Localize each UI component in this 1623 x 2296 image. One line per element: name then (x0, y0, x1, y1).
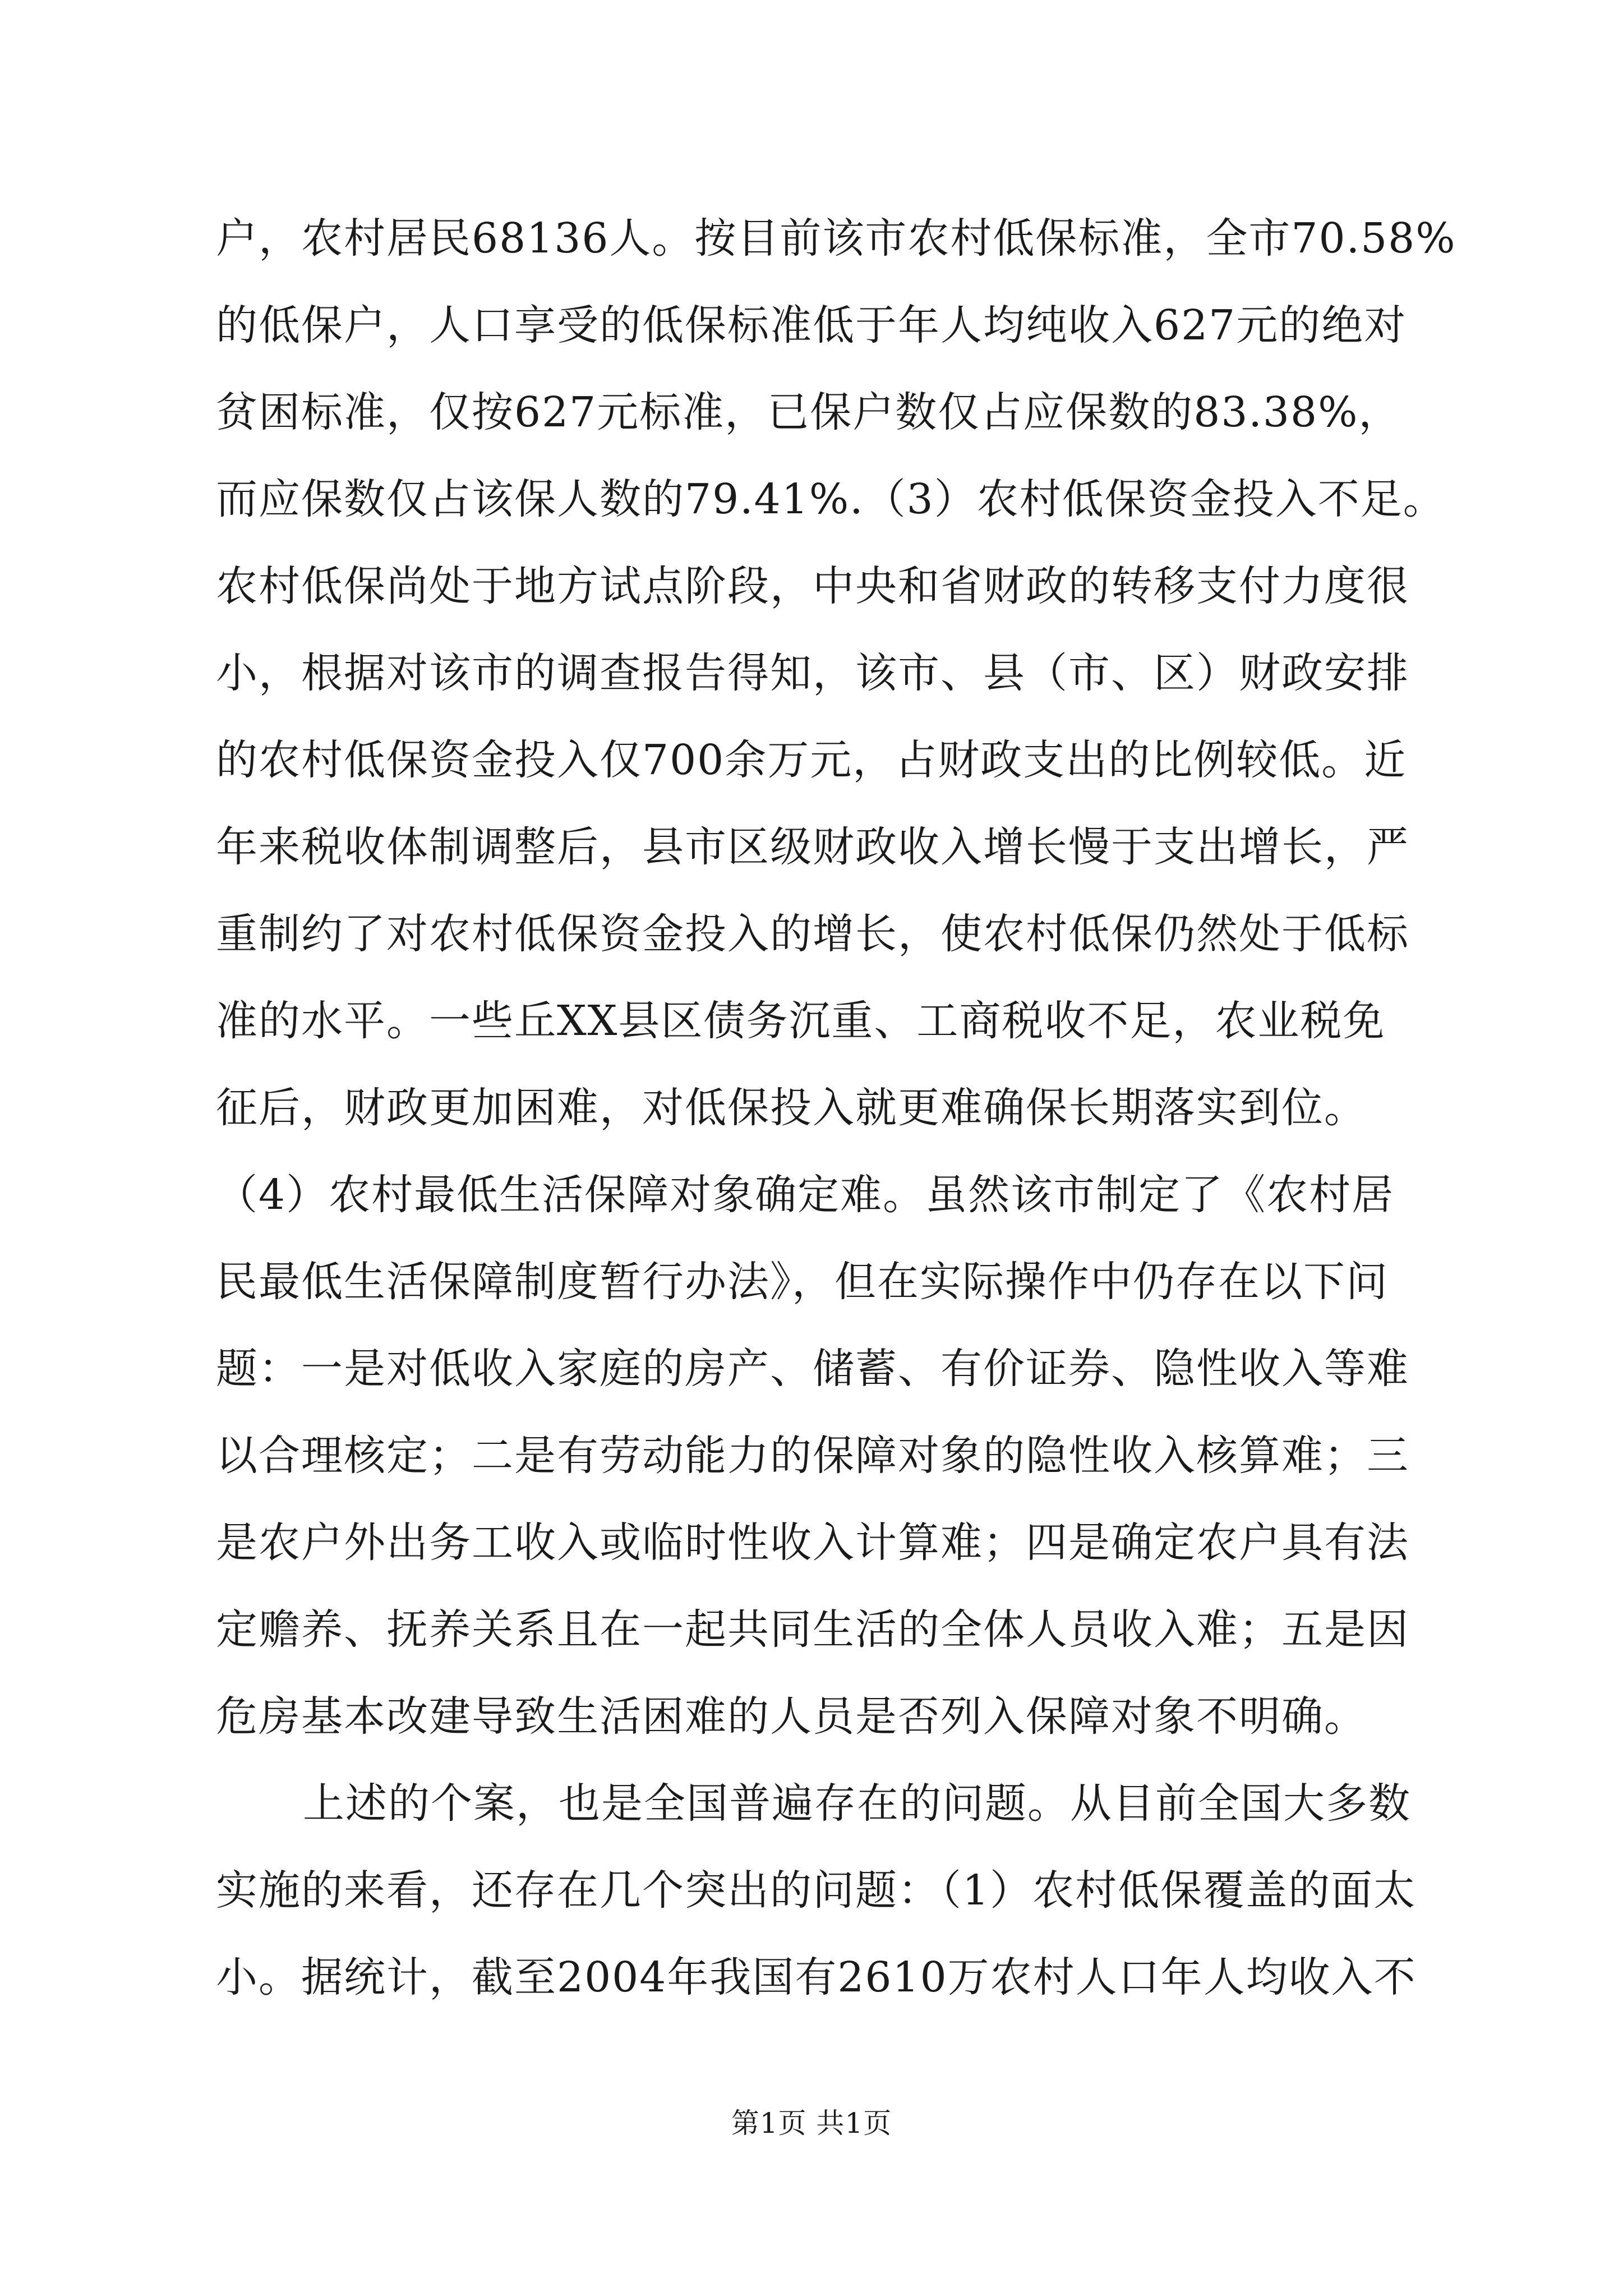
paragraph-1-line-13: 民最低生活保障制度暂行办法》，但在实际操作中仍存在以下问 (216, 1258, 1389, 1306)
paragraph-1-line-16: 是农户外出务工收入或临时性收入计算难；四是确定农户具有法 (216, 1519, 1409, 1567)
paragraph-1-line-5: 农村低保尚处于地方试点阶段，中央和省财政的转移支付力度很 (216, 562, 1409, 610)
paragraph-1-line-12: （4）农村最低生活保障对象确定难。虽然该市制定了《农村居 (216, 1171, 1395, 1219)
paragraph-1-line-10: 准的水平。一些丘XX县区债务沉重、工商税收不足，农业税免 (216, 997, 1386, 1045)
paragraph-1-line-14: 题：一是对低收入家庭的房产、储蓄、有价证券、隐性收入等难 (216, 1345, 1409, 1393)
paragraph-1-line-18: 危房基本改建导致生活困难的人员是否列入保障对象不明确。 (216, 1692, 1367, 1741)
paragraph-2-line-2: 实施的来看，还存在几个突出的问题：（1）农村低保覆盖的面太 (216, 1866, 1417, 1915)
paragraph-1-line-7: 的农村低保资金投入仅700余万元，占财政支出的比例较低。近 (216, 736, 1407, 784)
page-number-label: 第1页 共1页 (731, 2107, 892, 2139)
paragraph-1-line-9: 重制约了对农村低保资金投入的增长，使农村低保仍然处于低标 (216, 910, 1409, 958)
paragraph-1-line-11: 征后，财政更加困难，对低保投入就更难确保长期落实到位。 (216, 1084, 1367, 1132)
paragraph-1-line-8: 年来税收体制调整后，县市区级财政收入增长慢于支出增长，严 (216, 823, 1409, 871)
paragraph-1-line-15: 以合理核定；二是有劳动能力的保障对象的隐性收入核算难；三 (216, 1432, 1409, 1480)
paragraph-1-line-17: 定赡养、抚养关系且在一起共同生活的全体人员收入难；五是因 (216, 1605, 1409, 1654)
paragraph-2-line-3: 小。据统计，截至2004年我国有2610万农村人口年人均收入不 (216, 1953, 1417, 2001)
paragraph-1-line-2: 的低保户，人口享受的低保标准低于年人均纯收入627元的绝对 (216, 301, 1407, 349)
paragraph-2-line-1: 上述的个案，也是全国普遍存在的问题。从目前全国大多数 (303, 1779, 1411, 1828)
paragraph-1-line-4: 而应保数仅占该保人数的79.41%.（3）农村低保资金投入不足。 (216, 475, 1446, 523)
page-footer (0, 2101, 1623, 2141)
paragraph-1-line-1: 户，农村居民68136人。按目前该市农村低保标准，全市70.58% (216, 214, 1456, 263)
paragraph-1-line-6: 小，根据对该市的调查报告得知，该市、县（市、区）财政安排 (216, 649, 1409, 697)
paragraph-1-line-3: 贫困标准，仅按627元标准，已保户数仅占应保数的83.38%， (216, 388, 1401, 436)
